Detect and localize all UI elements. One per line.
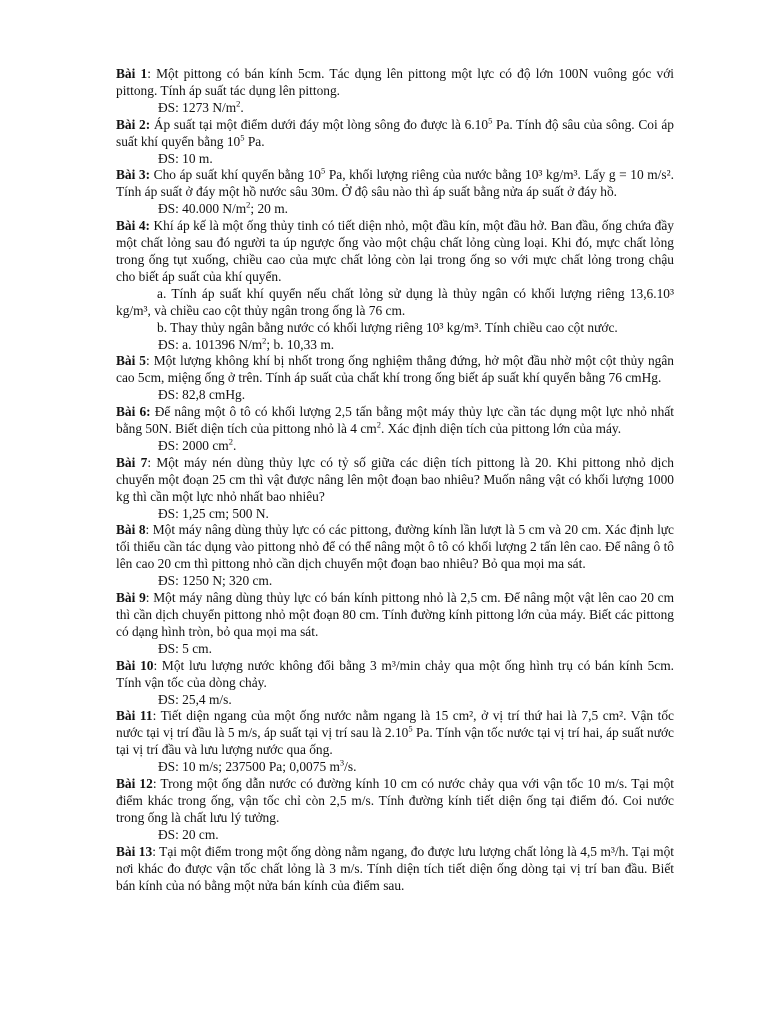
problem-text: : Trong một ống dẫn nước có đường kính 10 cm có nước chảy qua với vận tốc 10 m/s. Tại một điểm khác trong ống, vận tốc chỉ còn 2,5 m/s. Tính đường kính tiết diện ống tại điểm đó. Coi nước trong ống là chất lưu lý tưởng. bbox=[116, 776, 674, 825]
problem-label: Bài 4: bbox=[116, 218, 150, 234]
answer-text: . bbox=[240, 99, 244, 115]
problem-label: Bài 13 bbox=[116, 843, 153, 859]
problem-label: Bài 7 bbox=[116, 454, 148, 470]
problem-4-answer bbox=[116, 337, 674, 354]
problem-text: : Một lưu lượng nước không đổi bằng 3 m³/min chảy qua một ống hình trụ có bán kính 5cm. Tính vận tốc của dòng chảy. bbox=[116, 657, 674, 690]
problem-label: Bài 9 bbox=[116, 590, 146, 606]
problem-label: Bài 5 bbox=[116, 353, 147, 369]
answer-text: ĐS: 1250 N; 320 cm. bbox=[158, 573, 273, 589]
problem-text: : Một pittong có bán kính 5cm. Tác dụng lên pittong một lực có độ lớn 100N vuông góc với pittong. Tính áp suất tác dụng lên pittong. bbox=[116, 66, 675, 98]
problem-text: : Một lượng không khí bị nhốt trong ống nghiệm thẳng đứng, hở một đầu nhờ một cột thủy ngân cao 5cm, miệng ống ở trên. Tính áp suất của chất khí trong ống biết áp suất khí quyển bằng 76 cmHg. bbox=[116, 353, 675, 386]
problem-13 bbox=[116, 844, 674, 895]
problem-7-answer bbox=[116, 506, 674, 523]
problem-1 bbox=[116, 66, 674, 100]
problem-text: Pa. Tính vận tốc nước tại vị trí hai, áp suất nước tại vị trí đầu và lưu lượng nước qua ống. bbox=[116, 725, 674, 758]
problem-12-answer bbox=[116, 827, 674, 844]
answer-superscript: 3 bbox=[339, 757, 345, 768]
superscript: 5 bbox=[320, 165, 326, 176]
answer-superscript: 2 bbox=[236, 98, 241, 109]
problem-2-answer bbox=[116, 151, 674, 168]
problem-text: Khí áp kế là một ống thủy tinh có tiết diện nhỏ, một đầu kín, một đầu hở. Ban đầu, ống chứa đầy một chất lỏng sau đó người ta úp ngược ống vào một chậu chất lỏng cùng loại. Khi đó, mực chất lỏng trong ống tụt xuống, chiều cao của mực chất lỏng còn lại trong ống so với mực chất lỏng trong chậu cho biết áp suất của khí quyển. bbox=[116, 218, 675, 284]
problem-3 bbox=[116, 167, 674, 201]
problem-text: Áp suất tại một điểm dưới đáy một lòng sông đo được là 6.10 bbox=[150, 116, 489, 132]
problem-text: : Tiết diện ngang của một ống nước nằm ngang là 15 cm², ở vị trí thứ hai là 7,5 cm². Vận tốc nước tại vị trí đầu là 5 m/s, áp suất tại vị trí sau là 2.10 bbox=[116, 708, 674, 741]
problem-text: Pa. Tính độ sâu của sông. Coi áp suất khí quyển bằng 10 bbox=[116, 116, 674, 149]
answer-text: . bbox=[232, 437, 237, 453]
problem-4-part-a: a. Tính áp suất khí quyển nếu chất lỏng sử dụng là thủy ngân có khối lượng riêng 13,6.10³ kg/m³, và chiều cao cột thủy ngân trong ống là 76 cm. bbox=[116, 285, 674, 318]
answer-text: ĐS: 25,4 m/s. bbox=[158, 691, 232, 707]
problem-label: Bài 10 bbox=[116, 657, 154, 673]
problem-9 bbox=[116, 590, 674, 641]
answer-superscript: 2 bbox=[246, 199, 251, 210]
problem-list bbox=[116, 66, 674, 894]
problem-5 bbox=[116, 353, 674, 387]
problem-1-answer bbox=[116, 100, 674, 117]
problem-6-answer bbox=[116, 438, 674, 455]
answer-superscript: 2 bbox=[228, 436, 233, 447]
problem-10 bbox=[116, 658, 674, 692]
problem-text: : Tại một điểm trong một ống dòng nằm ngang, đo được lưu lượng chất lỏng là 4,5 m³/h. Tại một nơi khác đo được vận tốc chất lỏng là 3 m/s. Tính diện tích tiết diện ống dòng tại vị trí ban đầu. Biết bán kính của nó bằng một nửa bán kính của điểm sau. bbox=[116, 843, 674, 893]
answer-text: ; 20 m. bbox=[250, 201, 288, 217]
problem-9-answer bbox=[116, 641, 674, 658]
problem-label: Bài 8 bbox=[116, 522, 146, 538]
problem-label: Bài 11 bbox=[116, 708, 153, 724]
superscript: 2 bbox=[376, 419, 381, 430]
superscript: 5 bbox=[240, 132, 245, 143]
answer-text: ĐS: 5 cm. bbox=[158, 640, 212, 656]
problem-11 bbox=[116, 708, 674, 759]
problem-8 bbox=[116, 522, 674, 573]
problem-4 bbox=[116, 218, 674, 286]
problem-3-answer bbox=[116, 201, 674, 218]
answer-text: ĐS: a. 101396 N/m bbox=[158, 336, 263, 352]
problem-11-answer bbox=[116, 759, 674, 776]
problem-label: Bài 2: bbox=[116, 116, 151, 132]
problem-text: Để nâng một ô tô có khối lượng 2,5 tấn bằng một máy thủy lực cần tác dụng một lực nhỏ nhất bằng 50N. Biết diện tích của pittong nhỏ là 4 cm bbox=[116, 404, 674, 437]
problem-text: : Một máy nâng dùng thủy lực có các pittong, đường kính lần lượt là 5 cm và 20 cm. Xác định lực tối thiểu cần tác dụng vào pittong nhỏ để có thể nâng một ô tô có khối lượng 2 tấn lên cao. Để nâng ô tô lên cao 20 cm thì pittong nhỏ cần dịch chuyển một đoạn bao nhiêu? Bỏ qua mọi ma sát. bbox=[116, 522, 675, 572]
problem-label: Bài 6: bbox=[116, 404, 151, 420]
problem-2 bbox=[116, 117, 674, 151]
problem-label: Bài 12 bbox=[116, 776, 153, 792]
answer-text: ĐS: 1,25 cm; 500 N. bbox=[158, 505, 269, 521]
problem-text: : Một máy nén dùng thủy lực có tỷ số giữa các diện tích pittong là 20. Khi pittong nhỏ dịch chuyển một đoạn 25 cm thì vật được nâng lên một đoạn bao nhiêu? Muốn nâng vật có khối lượng 1000 kg thì cần một lực nhỏ nhất bao nhiêu? bbox=[116, 454, 674, 504]
problem-5-answer bbox=[116, 387, 674, 404]
problem-text: . Xác định diện tích của pittong lớn của máy. bbox=[380, 421, 622, 437]
problem-10-answer bbox=[116, 692, 674, 709]
answer-text: ĐS: 1273 N/m bbox=[158, 99, 237, 115]
answer-superscript: 2 bbox=[262, 335, 267, 346]
answer-text: ĐS: 2000 cm bbox=[158, 437, 229, 453]
answer-text: ; b. 10,33 m. bbox=[266, 336, 335, 352]
problem-text: Pa, khối lượng riêng của nước bằng 10³ kg/m³. Lấy g = 10 m/s². Tính áp suất ở đáy một hồ nước sâu 30m. Ở độ sâu nào thì áp suất bằng nửa áp suất ở đáy hồ. bbox=[116, 167, 674, 200]
problem-text: : Một máy nâng dùng thủy lực có bán kính pittong nhỏ là 2,5 cm. Để nâng một vật lên cao 20 cm thì cần dịch chuyển pittong nhỏ một đoạn 80 cm. Tính đường kính pittong lớn của máy. Biết các pittong có dạng hình tròn, bỏ qua mọi ma sát. bbox=[116, 590, 674, 639]
problem-8-answer bbox=[116, 573, 674, 590]
answer-text: ĐS: 10 m. bbox=[158, 150, 213, 166]
answer-text: /s. bbox=[344, 759, 357, 775]
problem-text: Pa. bbox=[244, 133, 265, 149]
problem-label: Bài 3: bbox=[116, 167, 151, 183]
problem-label: Bài 1 bbox=[116, 66, 148, 81]
problem-4-part-b: b. Thay thủy ngân bằng nước có khối lượng riêng 10³ kg/m³. Tính chiều cao cột nước. bbox=[157, 319, 618, 335]
superscript: 5 bbox=[488, 115, 493, 126]
answer-text: ĐS: 40.000 N/m bbox=[158, 201, 247, 217]
problem-text: Cho áp suất khí quyển bằng 10 bbox=[150, 167, 321, 183]
problem-7 bbox=[116, 455, 674, 506]
answer-text: ĐS: 10 m/s; 237500 Pa; 0,0075 m bbox=[158, 759, 340, 775]
superscript: 5 bbox=[408, 723, 413, 734]
answer-text: ĐS: 82,8 cmHg. bbox=[158, 387, 246, 403]
problem-12 bbox=[116, 776, 674, 827]
problem-6 bbox=[116, 404, 674, 438]
answer-text: ĐS: 20 cm. bbox=[158, 826, 219, 842]
